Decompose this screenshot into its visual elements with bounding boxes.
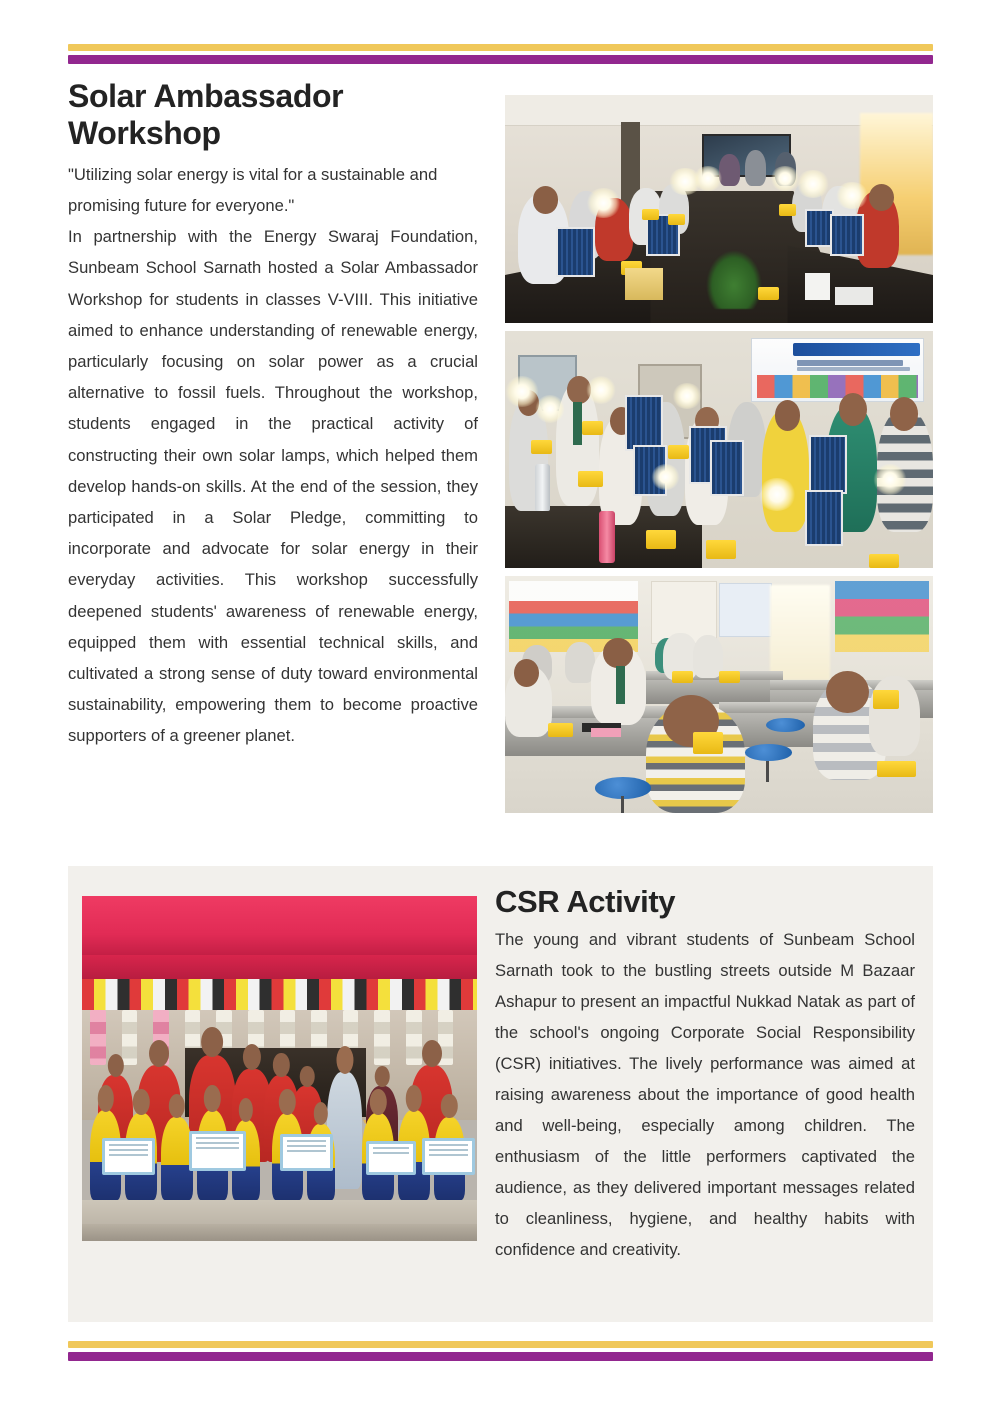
photo-nukkad-natak-group: [82, 896, 477, 1241]
photo-conference-room-solar-lamps: [505, 95, 933, 323]
page-title-line1: Solar Ambassador: [68, 78, 344, 114]
solar-body-text: In partnership with the Energy Swaraj Foundation, Sunbeam School Sarnath hosted a Solar Ambassador Workshop for students in classes V-VIII. This initiative aimed to enhance understanding of renewable energy, particularly focusing on solar power as a crucial alternative to fossil fuels. Throughout the workshop, students engaged in the practical activity of constructing their own solar lamps, which helped them develop hands-on skills. At the end of the session, they participated in a Solar Pledge, committing to incorporate and advocate for solar energy in their everyday activities. This workshop successfully deepened students' awareness of renewable energy, equipped them with essential technical skills, and cultivated a strong sense of duty toward environmental sustainability, empowering them to become proactive supporters of a greener planet.: [68, 227, 478, 746]
gold-stripe: [68, 44, 933, 51]
placard: [102, 1138, 155, 1175]
placard: [422, 1138, 475, 1175]
photo-classroom-lamp-assembly: [505, 576, 933, 813]
purple-stripe: [68, 55, 933, 64]
robotronix-banner: [751, 338, 924, 402]
bottom-decorative-rules: [68, 1341, 933, 1361]
solar-text-column: [68, 78, 478, 751]
purple-stripe: [68, 1352, 933, 1361]
placard: [366, 1141, 415, 1175]
csr-title: CSR Activity: [495, 884, 676, 919]
gold-stripe: [68, 1341, 933, 1348]
top-decorative-rules: [68, 44, 933, 64]
csr-activity-section: [68, 866, 933, 1322]
solar-photo-column: [505, 95, 933, 821]
csr-text-column: [495, 884, 915, 1265]
page-title-line2: Workshop: [68, 115, 221, 152]
solar-quote: "Utilizing solar energy is vital for a sustainable and promising future for everyone.": [68, 164, 438, 216]
solar-ambassador-section: [0, 78, 1000, 838]
csr-body-text: The young and vibrant students of Sunbeam School Sarnath took to the bustling streets outside M Bazaar Ashapur to present an impactful Nukkad Natak as part of the school's ongoing Corporate Social Responsibility (CSR) initiatives. The lively performance was aimed at raising awareness about the importance of good health and well-being, especially among children. The enthusiasm of the little performers captivated the audience, as they delivered important messages related to cleanliness, hygiene, and healthy habits with confidence and creativity.: [495, 930, 915, 1260]
placard: [189, 1131, 246, 1172]
photo-robotronix-lab-group: [505, 331, 933, 568]
page-title: [68, 78, 478, 153]
placard: [280, 1134, 333, 1171]
